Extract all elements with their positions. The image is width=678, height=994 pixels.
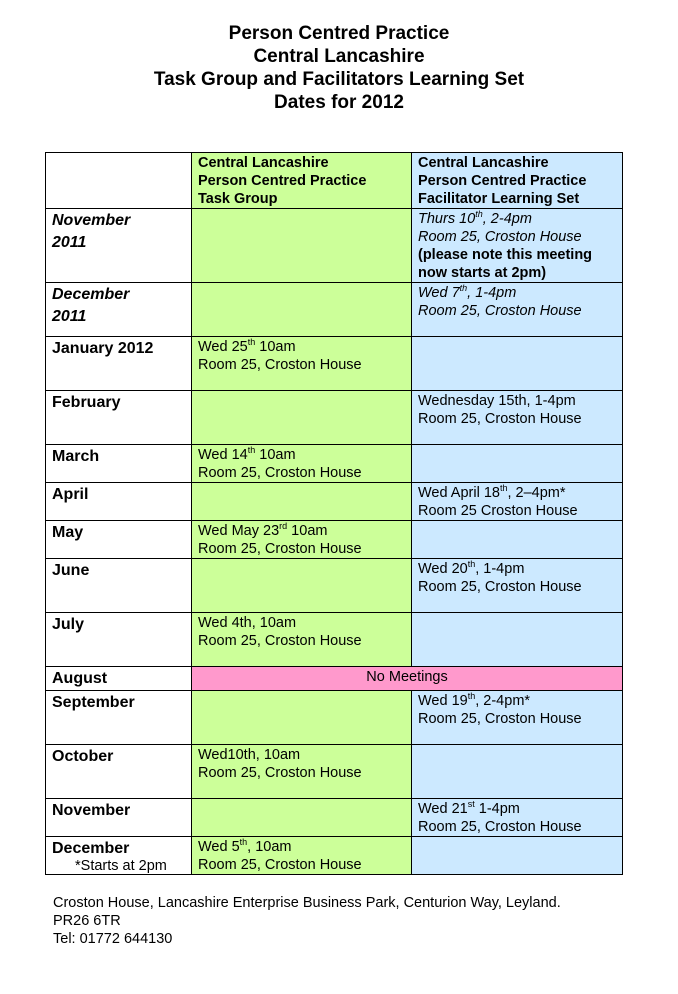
table-row — [46, 559, 623, 613]
telephone: Tel: 01772 644130 — [53, 931, 173, 947]
header-row — [46, 153, 623, 209]
address-line-1: Croston House, Lancashire Enterprise Business Park, Centurion Way, Leyland. — [53, 895, 561, 911]
task-group-cell: Wed 14th 10am Room 25, Croston House — [192, 445, 412, 483]
table-row — [46, 799, 623, 837]
task-group-cell — [192, 559, 412, 613]
learning-set-cell: Wed 20th, 1-4pm Room 25, Croston House — [412, 559, 623, 613]
task-group-cell — [192, 483, 412, 521]
month-cell: August — [46, 667, 192, 691]
table-row — [46, 445, 623, 483]
header-task-group: Central Lancashire Person Centred Practice Task Group — [192, 153, 412, 209]
learning-set-cell: Wednesday 15th, 1-4pm Room 25, Croston House — [412, 391, 623, 445]
header-learning-set: Central Lancashire Person Centred Practice Facilitator Learning Set — [412, 153, 623, 209]
task-group-cell — [192, 209, 412, 283]
table-row — [46, 691, 623, 745]
learning-set-cell: Wed April 18th, 2–4pm* Room 25 Croston House — [412, 483, 623, 521]
header-empty-cell — [46, 153, 192, 209]
month-cell: February — [46, 391, 192, 445]
no-meetings-cell: No Meetings — [192, 667, 623, 691]
table-row — [46, 745, 623, 799]
task-group-cell: Wed May 23rd 10am Room 25, Croston House — [192, 521, 412, 559]
learning-set-cell — [412, 445, 623, 483]
month-cell: May — [46, 521, 192, 559]
footnote: *Starts at 2pm — [75, 858, 167, 874]
month-cell: July — [46, 613, 192, 667]
task-group-cell — [192, 283, 412, 337]
document-title — [0, 22, 678, 114]
table-row — [46, 337, 623, 391]
title-line-1: Person Centred Practice — [228, 23, 450, 44]
month-cell: December 2011 — [46, 283, 192, 337]
learning-set-cell: Wed 7th, 1-4pm Room 25, Croston House — [412, 283, 623, 337]
address-line-2: PR26 6TR — [53, 913, 121, 929]
learning-set-cell: Wed 21st 1-4pm Room 25, Croston House — [412, 799, 623, 837]
table-row — [46, 521, 623, 559]
schedule-table — [45, 152, 623, 875]
learning-set-cell — [412, 521, 623, 559]
task-group-cell: Wed 5th, 10am Room 25, Croston House — [192, 837, 412, 875]
table-row — [46, 209, 623, 283]
task-group-cell: Wed 25th 10am Room 25, Croston House — [192, 337, 412, 391]
learning-set-cell — [412, 337, 623, 391]
table-row — [46, 391, 623, 445]
table-row — [46, 613, 623, 667]
task-group-cell: Wed 4th, 10am Room 25, Croston House — [192, 613, 412, 667]
learning-set-cell — [412, 837, 623, 875]
learning-set-cell — [412, 745, 623, 799]
footer-address — [53, 894, 561, 948]
learning-set-cell — [412, 613, 623, 667]
learning-set-cell: Thurs 10th, 2-4pm Room 25, Croston House (please note this meeting now starts at 2pm) — [412, 209, 623, 283]
title-line-4: Dates for 2012 — [274, 92, 404, 113]
month-cell: June — [46, 559, 192, 613]
month-cell: November 2011 — [46, 209, 192, 283]
month-cell: April — [46, 483, 192, 521]
month-cell: September — [46, 691, 192, 745]
task-group-cell — [192, 799, 412, 837]
month-cell: October — [46, 745, 192, 799]
table-row — [46, 483, 623, 521]
task-group-cell — [192, 691, 412, 745]
task-group-cell — [192, 391, 412, 445]
month-cell: March — [46, 445, 192, 483]
learning-set-cell: Wed 19th, 2-4pm* Room 25, Croston House — [412, 691, 623, 745]
table-row — [46, 283, 623, 337]
month-cell: January 2012 — [46, 337, 192, 391]
table-row — [46, 667, 623, 691]
month-cell: November — [46, 799, 192, 837]
title-line-3: Task Group and Facilitators Learning Set — [153, 69, 525, 90]
title-line-2: Central Lancashire — [253, 46, 425, 67]
task-group-cell: Wed10th, 10am Room 25, Croston House — [192, 745, 412, 799]
month-cell: December — [46, 837, 192, 875]
